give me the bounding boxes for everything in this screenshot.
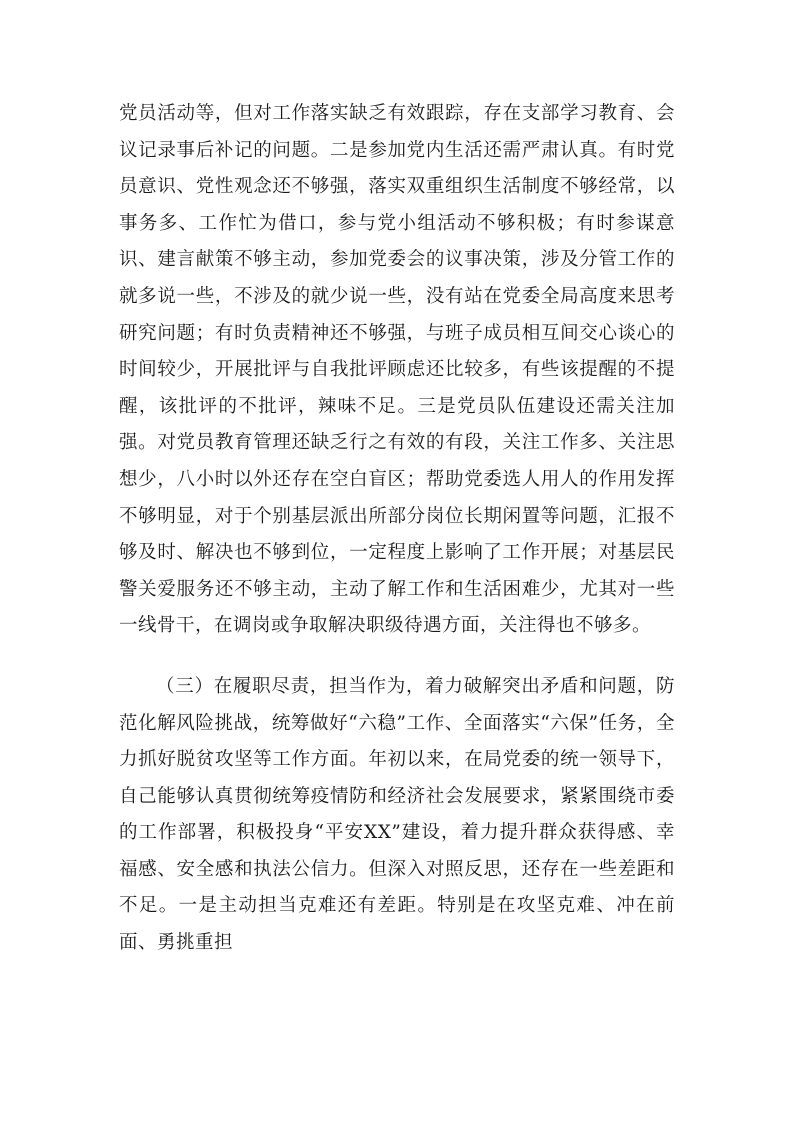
- paragraph-continued: 党员活动等，但对工作落实缺乏有效跟踪，存在支部学习教育、会议记录事后补记的问题。二是参加党内生活还需严肃认真。有时党员意识、党性观念还不够强，落实双重组织生活制度不够经常，以事务多、工作忙为借口，参与党小组活动不够积极；有时参谋意识、建言献策不够主动，参加党委会的议事决策，涉及分管工作的就多说一些，不涉及的就少说一些，没有站在党委全局高度来思考研究问题；有时负责精神还不够强，与班子成员相互间交心谈心的时间较少，开展批评与自我批评顾虑还比较多，有些该提醒的不提醒，该批评的不批评，辣味不足。三是党员队伍建设还需关注加强。对党员教育管理还缺乏行之有效的有段，关注工作多、关注思想少，八小时以外还存在空白盲区；帮助党委选人用人的作用发挥不够明显，对于个别基层派出所部分岗位长期闲置等问题，汇报不够及时、解决也不够到位，一定程度上影响了工作开展；对基层民警关爱服务还不够主动，主动了解工作和生活困难少，尤其对一些一线骨干，在调岗或争取解决职级待遇方面，关注得也不够多。: [119, 103, 675, 637]
- document-body: [119, 96, 675, 962]
- paragraph-section-three: （三）在履职尽责，担当作为，着力破解突出矛盾和问题，防范化解风险挑战，统筹做好“六稳”工作、全面落实“六保”任务，全力抓好脱贫攻坚等工作方面。年初以来，在局党委的统一领导下，自己能够认真贯彻统筹疫情防和经济社会发展要求，紧紧围绕市委的工作部署，积极投身“平安XX”建设，着力提升群众获得感、幸福感、安全感和执法公信力。但深入对照反思，还存在一些差距和不足。一是主动担当克难还有差距。特别是在攻坚克难、冲在前面、勇挑重担: [119, 675, 675, 954]
